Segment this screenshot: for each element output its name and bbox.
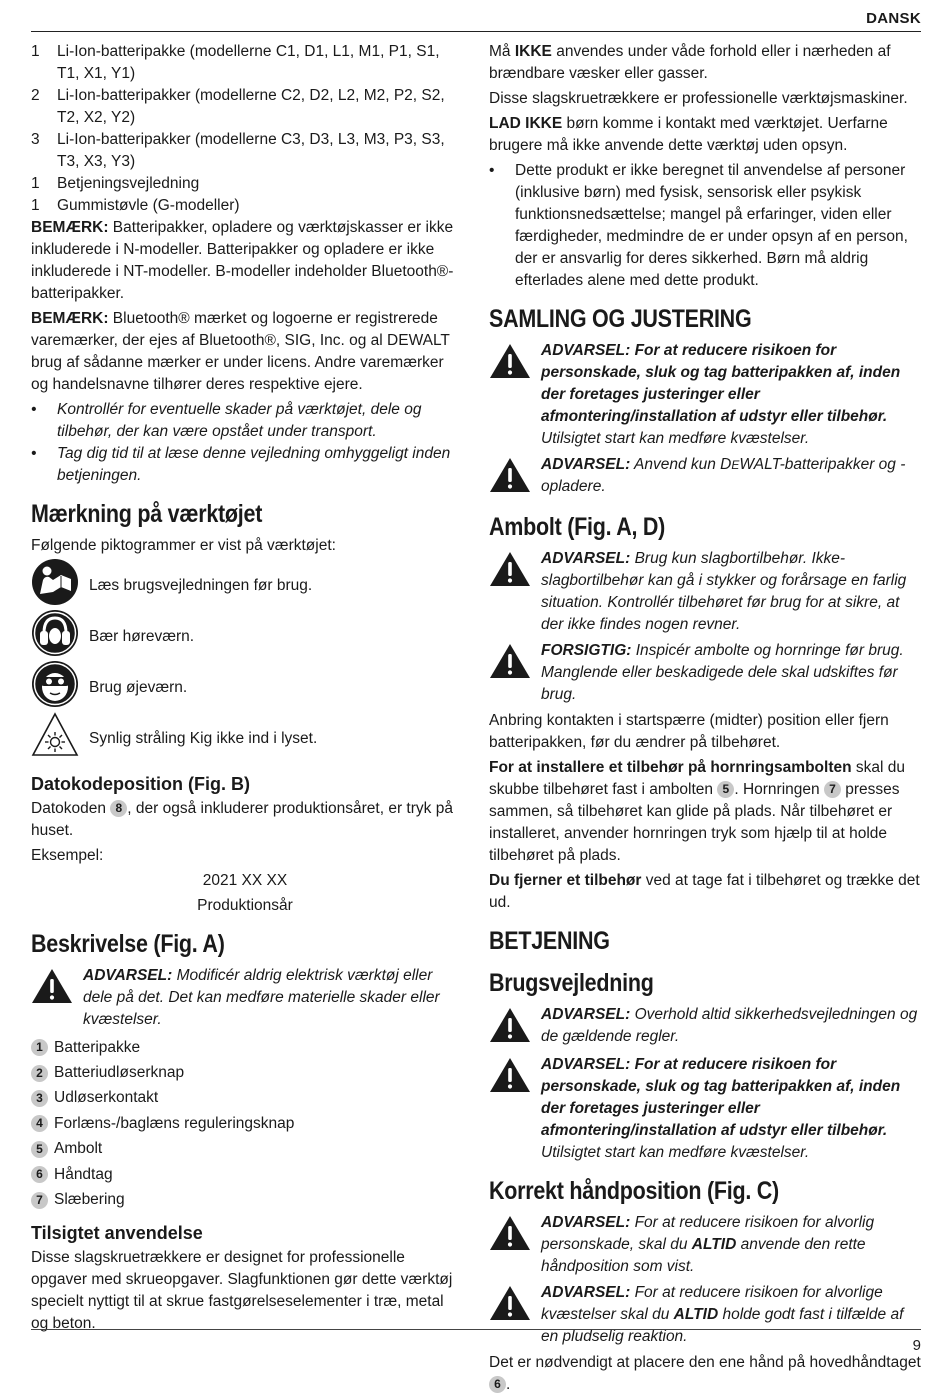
list-item: 1 Li-Ion-batteripakke (modellerne C1, D1, L1, M1, P1, S1, T1, X1, Y1) [31, 43, 440, 82]
pictogram-row: Bær høreværn. [31, 611, 459, 662]
callout-number: 8 [110, 800, 127, 817]
section-heading: Ambolt (Fig. A, D) [489, 513, 666, 541]
paragraph: Eksempel: [31, 847, 104, 864]
bullet-item: • Dette produkt er ikke beregnet til anvendelse af personer (inklusive børn) med fysisk, sensorisk eller psykisk funktionsnedsættelse; mangel på erfaringer, viden eller færdigheder, medmindre de er under opsyn af en person, der er ansvarlig for deres sikkerhed. Børn må aldrig efterlades alene med dette produkt. [489, 162, 908, 289]
bullet-item: • Tag dig tid til at læse denne vejledning omhyggeligt inden betjeningen. [31, 445, 451, 484]
warning-triangle-icon [489, 1054, 541, 1100]
warning-block: ADVARSEL: Anvend kun DEWALT-batteripakker og -opladere. [489, 454, 921, 500]
list-item: 1 Batteripakke [31, 1035, 459, 1060]
note-paragraph: BEMÆRK: Bluetooth® mærket og logoerne er registrerede varemærker, der ejes af Bluetooth®, SIG, Inc. og al DEWALT brug af sådanne mærker er under licens. Andre varemærker og handelsnavne tilhører deres respektive ejere. [31, 310, 450, 393]
section-heading: Mærkning på værktøjet [31, 500, 263, 528]
warning-triangle-icon [489, 1004, 541, 1050]
warning-block: ADVARSEL: For at reducere risikoen for alvorlige kvæstelser skal du ALTID holde godt fast i tilfælde af en pludselig reaktion. [489, 1282, 921, 1348]
callout-number: 7 [824, 781, 841, 798]
paragraph: LAD IKKE børn komme i kontakt med værktøjet. Uerfarne brugere må ikke anvende dette værktøj uden opsyn. [489, 115, 888, 154]
read-manual-icon [31, 558, 89, 613]
eye-protection-icon [31, 660, 89, 715]
list-item: 6 Håndtag [31, 1162, 459, 1187]
section-heading: BETJENING [489, 927, 610, 955]
caution-block: FORSIGTIG: Inspicér ambolte og hornringe før brug. Manglende eller beskadigede dele skal udskiftes før brug. [489, 640, 921, 706]
callout-number: 6 [31, 1166, 48, 1183]
warning-block: ADVARSEL: Overhold altid sikkerhedsvejledningen og de gældende regler. [489, 1004, 921, 1050]
list-item: 2 Batteriudløserknap [31, 1060, 459, 1085]
warning-triangle-icon [489, 548, 541, 594]
section-heading: Brugsvejledning [489, 969, 654, 997]
warning-triangle-icon [31, 965, 83, 1011]
callout-number: 4 [31, 1115, 48, 1132]
example-caption: Produktionsår [197, 897, 293, 914]
list-item: 3 Udløserkontakt [31, 1086, 459, 1111]
pictogram-row: Brug øjeværn. [31, 662, 459, 713]
language-label: DANSK [866, 10, 921, 27]
paragraph: Disse slagskruetrækkere er professionelle værktøjsmaskiner. [489, 90, 908, 107]
paragraph: Det er nødvendigt at placere den ene hånd på hovedhåndtaget 6 . [489, 1354, 921, 1393]
section-heading: SAMLING OG JUSTERING [489, 305, 752, 333]
left-column [31, 41, 459, 1338]
pictogram-row: Læs brugsvejledningen før brug. [31, 560, 459, 611]
warning-triangle-icon [489, 1282, 541, 1328]
warning-triangle-icon [489, 640, 541, 686]
callout-number: 5 [31, 1141, 48, 1158]
page-number: 9 [912, 1337, 921, 1354]
list-item: 4 Forlæns-/baglæns reguleringsknap [31, 1111, 459, 1136]
paragraph: Følgende piktogrammer er vist på værktøjet: [31, 537, 336, 554]
paragraph: Må IKKE anvendes under våde forhold eller i nærheden af brændbare væsker eller gasser. [489, 43, 891, 82]
warning-block: ADVARSEL: Brug kun slagbortilbehør. Ikke-slagbortilbehør kan gå i stykker og forårsage en farlig situation. Kontrollér tilbehøret før brug for at sikre, at der ikke findes nogen revner. [489, 548, 921, 636]
pictogram-row: Synlig stråling Kig ikke ind i lyset. [31, 713, 459, 764]
contents-list [31, 41, 459, 217]
paragraph: For at installere et tilbehør på hornringsambolten skal du skubbe tilbehøret fast i ambolten 5 . Hornringen 7 presses sammen, så tilbehøret kan glide på plads. Når tilbehøret er installeret, anvender hornringen tryk som hjælp til at holde tilbehøret på plads. [489, 759, 905, 864]
list-item: 2 Li-Ion-batteripakker (modellerne C2, D2, L2, M2, P2, S2, T2, X2, Y2) [31, 87, 445, 126]
subsection-heading: Datokodeposition (Fig. B) [31, 774, 250, 794]
visible-radiation-icon [31, 711, 89, 766]
bullet-item: • Kontrollér for eventuelle skader på værktøjet, dele og tilbehør, der kan være opstået under transport. [31, 401, 422, 440]
parts-list [31, 1035, 459, 1213]
warning-block: ADVARSEL: For at reducere risikoen for alvorlig personskade, skal du ALTID anvende den rette håndposition som vist. [489, 1212, 921, 1278]
warning-triangle-icon [489, 454, 541, 500]
callout-number: 6 [489, 1376, 506, 1393]
paragraph: Anbring kontakten i startspærre (midter) position eller fjern batteripakken, før du ændrer på tilbehøret. [489, 712, 889, 751]
page-header [31, 0, 921, 32]
callout-number: 1 [31, 1039, 48, 1056]
callout-number: 5 [717, 781, 734, 798]
list-item: 7 Slæbering [31, 1187, 459, 1212]
warning-triangle-icon [489, 1212, 541, 1258]
section-heading: Korrekt håndposition (Fig. C) [489, 1177, 779, 1205]
list-item: 1 Betjeningsvejledning [31, 175, 200, 192]
warning-block: ADVARSEL: For at reducere risikoen for personskade, sluk og tag batteripakken af, inden der foretages justeringer eller afmontering/installation af udstyr eller tilbehør. Utilsigtet start kan medføre kvæstelser. [489, 1054, 921, 1164]
paragraph: Du fjerner et tilbehør ved at tage fat i tilbehøret og trække det ud. [489, 872, 920, 911]
warning-block: ADVARSEL: For at reducere risikoen for personskade, sluk og tag batteripakken af, inden der foretages justeringer eller afmontering/installation af udstyr eller tilbehør. Utilsigtet start kan medføre kvæstelser. [489, 340, 921, 450]
note-paragraph: BEMÆRK: Batteripakker, opladere og værktøjskasser er ikke inkluderede i N-modeller. Batteripakker og opladere er ikke inkluderede i NT-modeller. B-modeller indeholder Bluetooth®-batteripakker. [31, 219, 454, 302]
example-code: 2021 XX XX [202, 872, 288, 889]
list-item: 3 Li-Ion-batteripakker (modellerne C3, D3, L3, M3, P3, S3, T3, X3, Y3) [31, 131, 445, 170]
callout-number: 7 [31, 1192, 48, 1209]
list-item: 1 Gummistøvle (G-modeller) [31, 197, 240, 214]
callout-number: 3 [31, 1090, 48, 1107]
callout-number: 2 [31, 1065, 48, 1082]
page-footer [31, 1329, 921, 1354]
list-item: 5 Ambolt [31, 1137, 459, 1162]
section-heading: Beskrivelse (Fig. A) [31, 930, 225, 958]
ear-protection-icon [31, 609, 89, 664]
subsection-heading: Tilsigtet anvendelse [31, 1222, 203, 1243]
paragraph: Datokoden 8 , der også inkluderer produktionsåret, er tryk på huset. [31, 800, 453, 839]
paragraph: Disse slagskruetrækkere er designet for professionelle opgaver med skrueopgaver. Slagfunktionen gør dette værktøj specielt nyttigt til at skrue fastgørelseselementer i træ, metal og beton. [31, 1248, 453, 1332]
warning-block: ADVARSEL: Modificér aldrig elektrisk værktøj eller dele på det. Det kan medføre materielle skader eller kvæstelser. [31, 965, 459, 1031]
warning-triangle-icon [489, 340, 541, 386]
right-column [489, 41, 921, 1399]
